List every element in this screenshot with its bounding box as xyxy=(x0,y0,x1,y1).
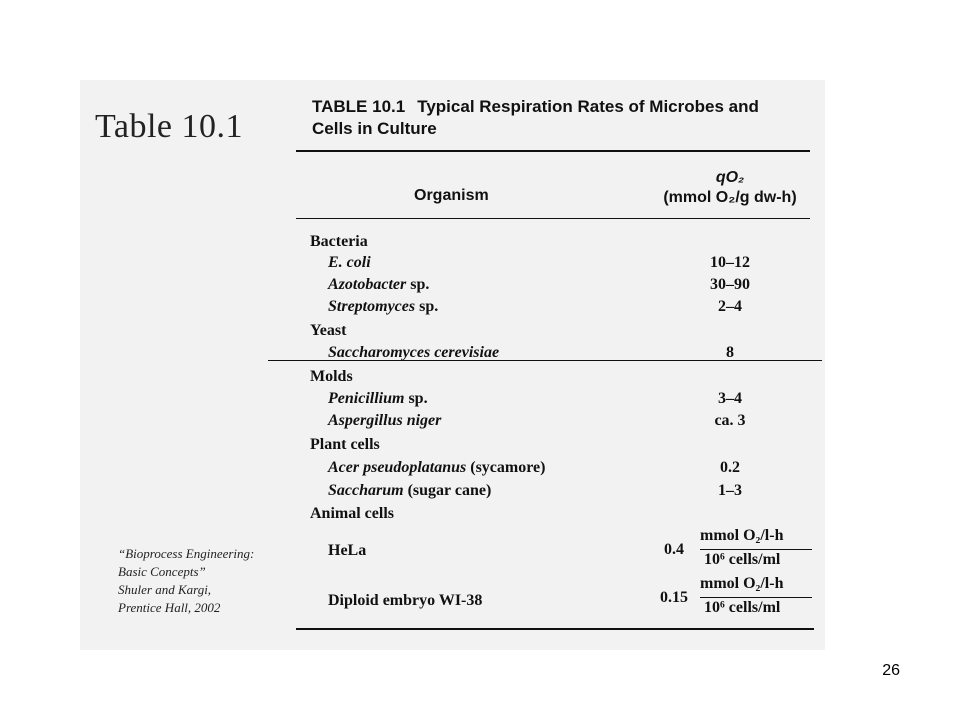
row-organism: Streptomyces xyxy=(328,298,416,315)
row-value: 1–3 xyxy=(718,482,742,499)
source-citation xyxy=(118,545,254,617)
row-value: 10–12 xyxy=(710,254,750,271)
table-number: TABLE 10.1 xyxy=(312,97,406,116)
fraction-bar xyxy=(700,597,812,598)
diploid-rate-fraction xyxy=(660,575,820,621)
hela-rate-fraction xyxy=(664,527,824,573)
row-value: 2–4 xyxy=(718,298,742,315)
row-organism-suffix: sp. xyxy=(406,276,430,293)
fraction-numerator: mmol O₂/l-h xyxy=(700,527,784,544)
row-organism: Acer pseudoplatanus xyxy=(328,459,467,476)
table-bottom-rule xyxy=(296,628,814,630)
row-organism: Saccharum xyxy=(328,482,404,499)
fraction-denominator: 10⁶ cells/ml xyxy=(704,599,781,616)
fraction-bar xyxy=(700,549,812,550)
column-header-organism: Organism xyxy=(414,187,489,204)
table-title-line2: Cells in Culture xyxy=(312,119,437,138)
table-caption xyxy=(312,96,812,140)
column-header-q xyxy=(640,168,820,208)
row-value: 8 xyxy=(726,344,734,361)
row-organism: Azotobacter xyxy=(328,276,407,293)
row-organism: Saccharomyces cerevisiae xyxy=(328,344,500,361)
row-group-label: Bacteria xyxy=(310,233,368,250)
row-organism: HeLa xyxy=(328,542,367,559)
row-value: 0.2 xyxy=(720,459,740,476)
citation-line: Prentice Hall, 2002 xyxy=(118,600,221,615)
table-title-line1: Typical Respiration Rates of Microbes and xyxy=(417,97,759,116)
fraction-coefficient: 0.15 xyxy=(660,589,688,606)
row-value: 3–4 xyxy=(718,390,742,407)
fraction-denominator: 10⁶ cells/ml xyxy=(704,551,781,568)
row-organism: Aspergillus niger xyxy=(328,412,442,429)
row-organism-suffix: (sugar cane) xyxy=(403,482,492,499)
citation-line: “Bioprocess Engineering: xyxy=(118,546,255,561)
row-organism-suffix: sp. xyxy=(415,298,439,315)
q-symbol: qO₂ xyxy=(715,169,745,186)
slide-title: Table 10.1 xyxy=(95,108,244,145)
fraction-numerator: mmol O₂/l-h xyxy=(700,575,784,592)
fraction-coefficient: 0.4 xyxy=(664,541,684,558)
page-break-rule xyxy=(268,360,822,361)
row-group-label: Yeast xyxy=(310,322,347,339)
table-top-rule xyxy=(296,150,810,152)
row-value: 30–90 xyxy=(710,276,750,293)
row-value: ca. 3 xyxy=(714,412,746,429)
header-rule xyxy=(296,218,810,219)
row-group-label: Plant cells xyxy=(310,436,380,453)
row-group-label: Molds xyxy=(310,368,353,385)
row-organism: Diploid embryo WI-38 xyxy=(328,592,483,609)
page-number: 26 xyxy=(882,662,900,679)
row-organism-suffix: (sycamore) xyxy=(466,459,546,476)
row-organism: E. coli xyxy=(328,254,371,271)
row-group-label: Animal cells xyxy=(310,505,394,522)
row-organism-suffix: sp. xyxy=(404,390,428,407)
q-units: (mmol O₂/g dw-h) xyxy=(663,189,797,206)
row-organism: Penicillium xyxy=(328,390,405,407)
citation-line: Shuler and Kargi, xyxy=(118,582,212,597)
citation-line: Basic Concepts” xyxy=(118,564,206,579)
